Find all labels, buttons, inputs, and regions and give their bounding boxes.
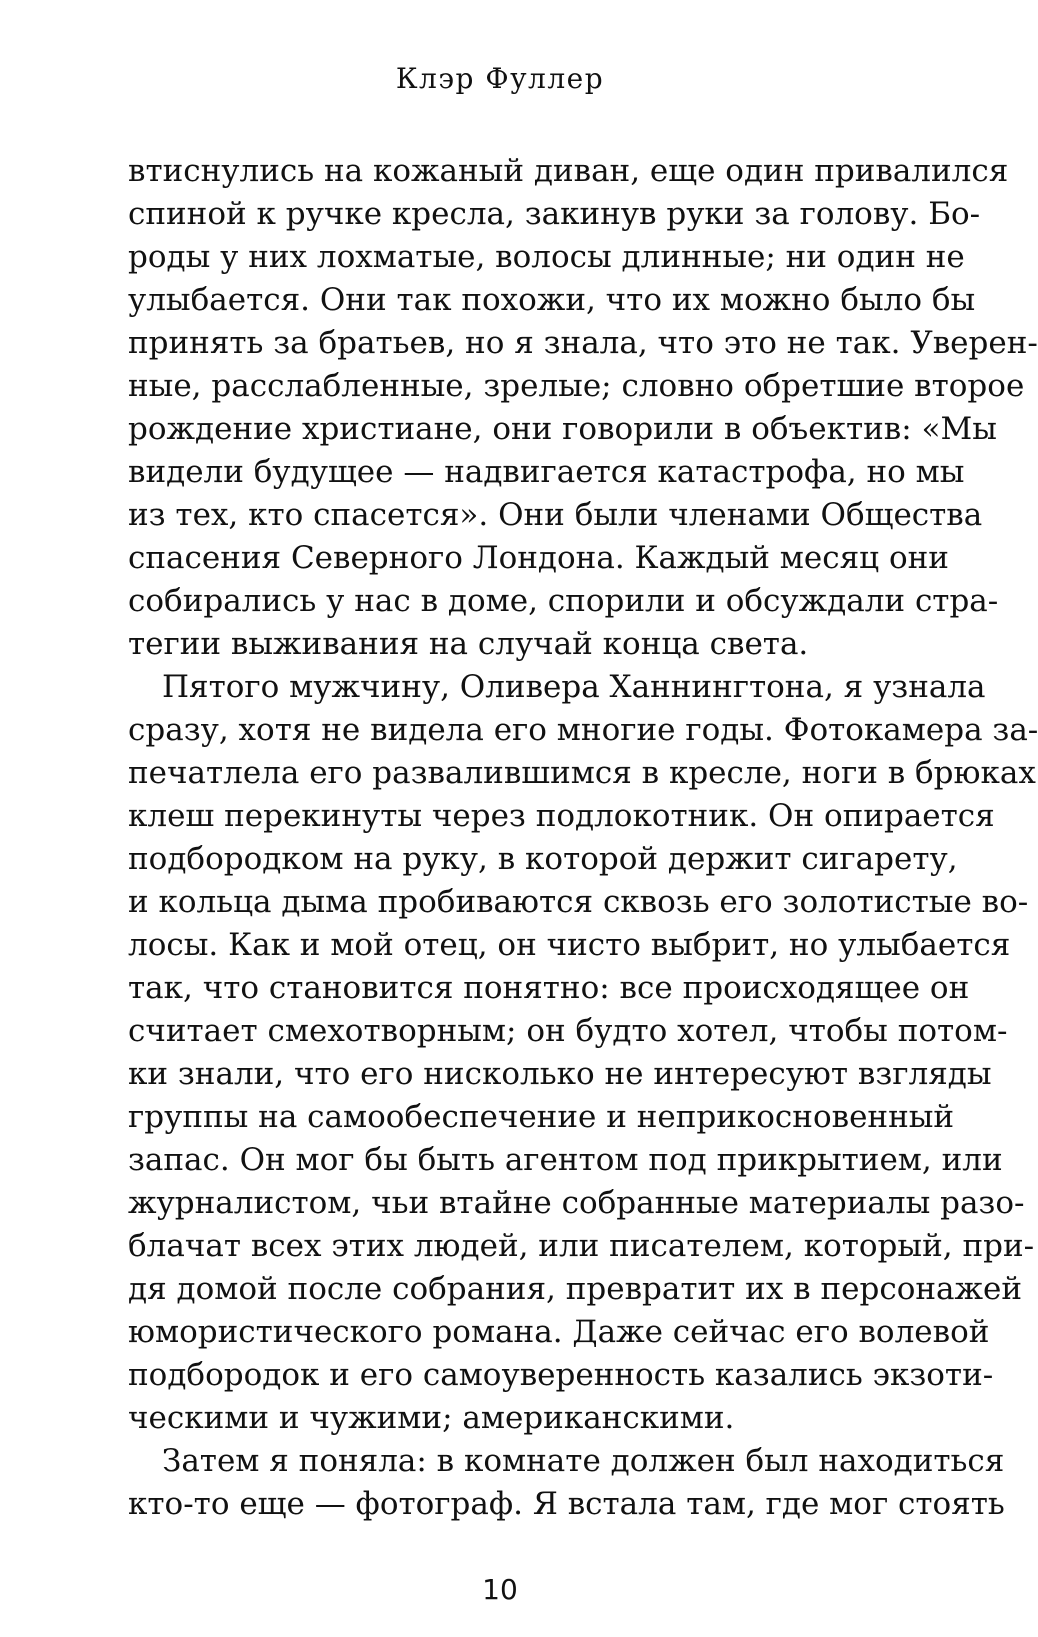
page-number: 10 bbox=[482, 1573, 518, 1606]
text-line: запас. Он мог бы быть агентом под прикрытием, или bbox=[128, 1142, 1003, 1178]
text-line: Пятого мужчину, Оливера Ханнингтона, я узнала bbox=[162, 669, 986, 705]
text-line: втиснулись на кожаный диван, еще один привалился bbox=[128, 153, 1009, 189]
text-line: и кольца дыма пробиваются сквозь его золотистые во- bbox=[128, 884, 1029, 920]
text-line: подбородком на руку, в которой держит сигарету, bbox=[128, 841, 958, 877]
text-line: улыбается. Они так похожи, что их можно было бы bbox=[128, 282, 976, 318]
text-line: так, что становится понятно: все происходящее он bbox=[128, 970, 970, 1006]
text-line: из тех, кто спасется». Они были членами Общества bbox=[128, 497, 983, 533]
text-line: дя домой после собрания, превратит их в персонажей bbox=[128, 1271, 1023, 1307]
text-line: тегии выживания на случай конца света. bbox=[128, 626, 809, 662]
text-line: юмористического романа. Даже сейчас его волевой bbox=[128, 1314, 990, 1350]
text-line: группы на самообеспечение и неприкосновенный bbox=[128, 1099, 955, 1135]
text-line: клеш перекинуты через подлокотник. Он опирается bbox=[128, 798, 995, 834]
text-line: видели будущее — надвигается катастрофа, но мы bbox=[128, 454, 965, 490]
text-line: ки знали, что его нисколько не интересуют взгляды bbox=[128, 1056, 992, 1092]
body-text bbox=[128, 150, 1038, 1526]
text-line: блачат всех этих людей, или писателем, который, при- bbox=[128, 1228, 1035, 1264]
text-line: собирались у нас в доме, спорили и обсуждали стра- bbox=[128, 583, 999, 619]
text-line: спасения Северного Лондона. Каждый месяц они bbox=[128, 540, 949, 576]
text-line: принять за братьев, но я знала, что это не так. Уверен- bbox=[128, 325, 1038, 361]
text-line: печатлела его развалившимся в кресле, ноги в брюках bbox=[128, 755, 1036, 791]
text-line: ные, расслабленные, зрелые; словно обретшие второе bbox=[128, 368, 1025, 404]
text-line: роды у них лохматые, волосы длинные; ни один не bbox=[128, 239, 965, 275]
text-line: подбородок и его самоуверенность казались экзоти- bbox=[128, 1357, 994, 1393]
text-line: журналистом, чьи втайне собранные материалы разо- bbox=[128, 1185, 1025, 1221]
text-line: ческими и чужими; американскими. bbox=[128, 1400, 735, 1436]
text-line: кто-то еще — фотограф. Я встала там, где мог стоять bbox=[128, 1486, 1005, 1522]
text-line: считает смехотворным; он будто хотел, чтобы потом- bbox=[128, 1013, 1008, 1049]
text-line: Затем я поняла: в комнате должен был находиться bbox=[162, 1443, 1005, 1479]
text-line: сразу, хотя не видела его многие годы. Фотокамера за- bbox=[128, 712, 1038, 748]
text-line: лосы. Как и мой отец, он чисто выбрит, но улыбается bbox=[128, 927, 1011, 963]
text-line: спиной к ручке кресла, закинув руки за голову. Бо- bbox=[128, 196, 981, 232]
text-line: рождение христиане, они говорили в объектив: «Мы bbox=[128, 411, 997, 447]
running-head-author: Клэр Фуллер bbox=[395, 62, 605, 95]
